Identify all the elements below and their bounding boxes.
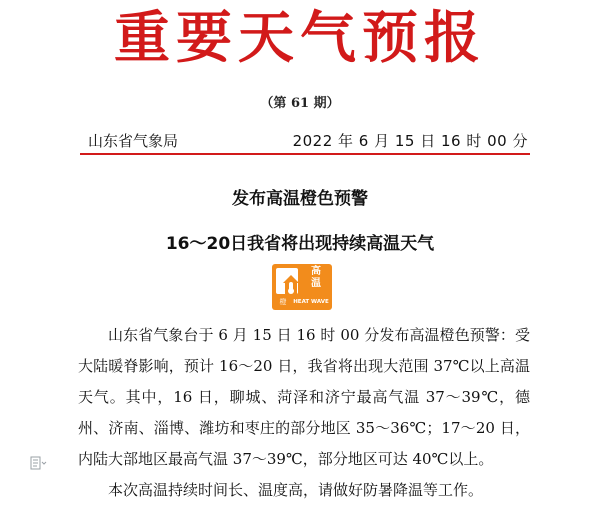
bulletin-body <box>78 320 530 506</box>
headline-primary: 发布高温橙色预警 <box>232 189 368 209</box>
meta-row <box>88 130 528 152</box>
sign-english-label: HEAT WAVE <box>293 299 329 305</box>
heat-wave-orange-warning-icon <box>272 264 332 310</box>
document-icon[interactable] <box>30 456 48 470</box>
body-paragraph-1: 山东省气象台于 6 月 15 日 16 时 00 分发布高温橙色预警：受大陆暖脊影响，预计 16～20 日，我省将出现大范围 37℃以上高温天气。其中，16 日，聊城、菏泽和济宁最高气温 37～39℃，德州、济南、淄博、潍坊和枣庄的部分地区 35～36℃；17～20 日，内陆大部地区最高气温 37～39℃，部分地区可达 40℃以上。 <box>78 326 530 468</box>
issue-number: （第 61 期） <box>260 96 340 111</box>
header-divider <box>80 153 530 155</box>
sign-label-line1: 高 <box>311 266 321 277</box>
issue-datetime: 2022 年 6 月 15 日 16 时 00 分 <box>292 132 528 150</box>
house-thermometer-icon <box>282 274 300 296</box>
sign-level-label: 橙 <box>279 298 287 306</box>
thermometer-panel <box>276 268 298 294</box>
agency-name: 山东省气象局 <box>88 132 179 150</box>
headline-secondary: 16～20日我省将出现持续高温天气 <box>165 234 435 254</box>
body-paragraph-2: 本次高温持续时间长、温度高，请做好防暑降温等工作。 <box>108 481 484 499</box>
sign-label-line2: 温 <box>311 278 321 289</box>
masthead-title: 重要天气预报 <box>114 5 486 71</box>
